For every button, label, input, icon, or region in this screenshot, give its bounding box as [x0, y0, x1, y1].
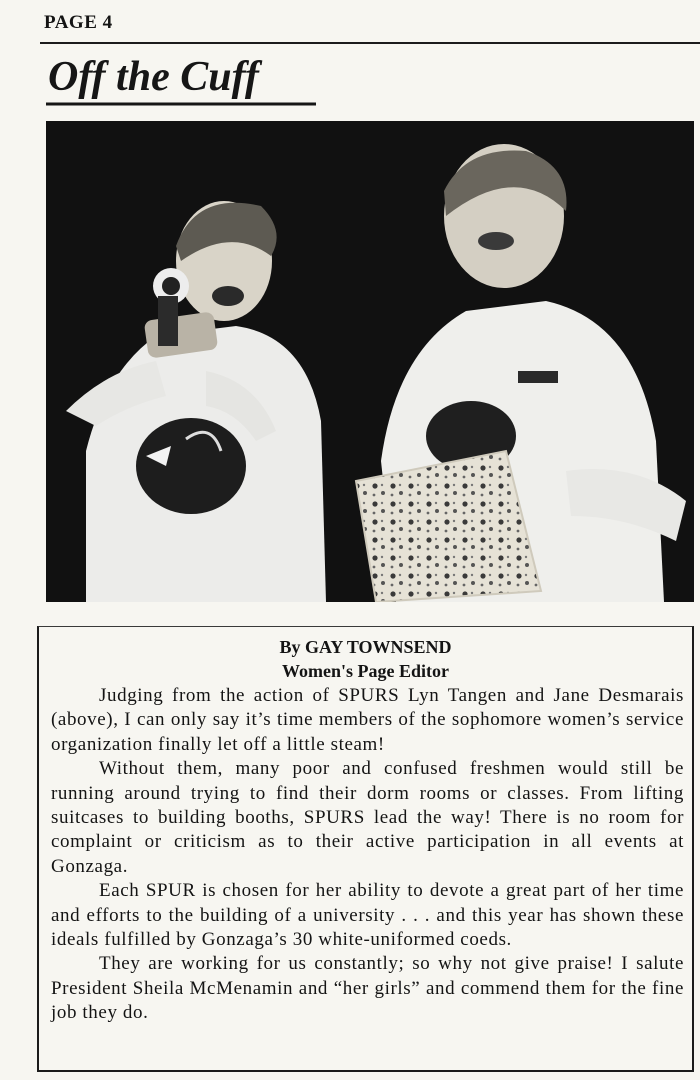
article-photo	[46, 121, 694, 602]
page-number: PAGE 4	[44, 12, 113, 33]
article-body	[51, 684, 684, 1026]
paragraph-1: Judging from the action of SPURS Lyn Tangen and Jane Desmarais (above), I can only say it’s time members of the sophomore women’s service organization finally let off a little steam!	[51, 685, 684, 755]
byline-block	[39, 635, 692, 683]
paragraph-4: They are working for us constantly; so why not give praise! I salute President Sheila McMenamin and “her girls” and commend them for the fine job they do.	[51, 953, 684, 1024]
article	[37, 626, 694, 1072]
section-title: Off the Cuff	[48, 54, 259, 100]
section-heading	[44, 48, 324, 110]
header-rule	[40, 42, 700, 44]
author-role: Women's Page Editor	[282, 661, 449, 681]
author-byline: By GAY TOWNSEND	[279, 637, 452, 657]
paragraph-3: Each SPUR is chosen for her ability to devote a great part of her time and efforts to the building of a university . . . and this year has shown these ideals fulfilled by Gonzaga’s 30 white-uniformed coeds.	[51, 880, 684, 951]
paragraph-2: Without them, many poor and confused freshmen would still be running around trying to find their dorm rooms or classes. From lifting suitcases to building booths, SPURS lead the way! There is no room for complaint or criticism as to their active participation in all events at Gonzaga.	[51, 758, 684, 877]
